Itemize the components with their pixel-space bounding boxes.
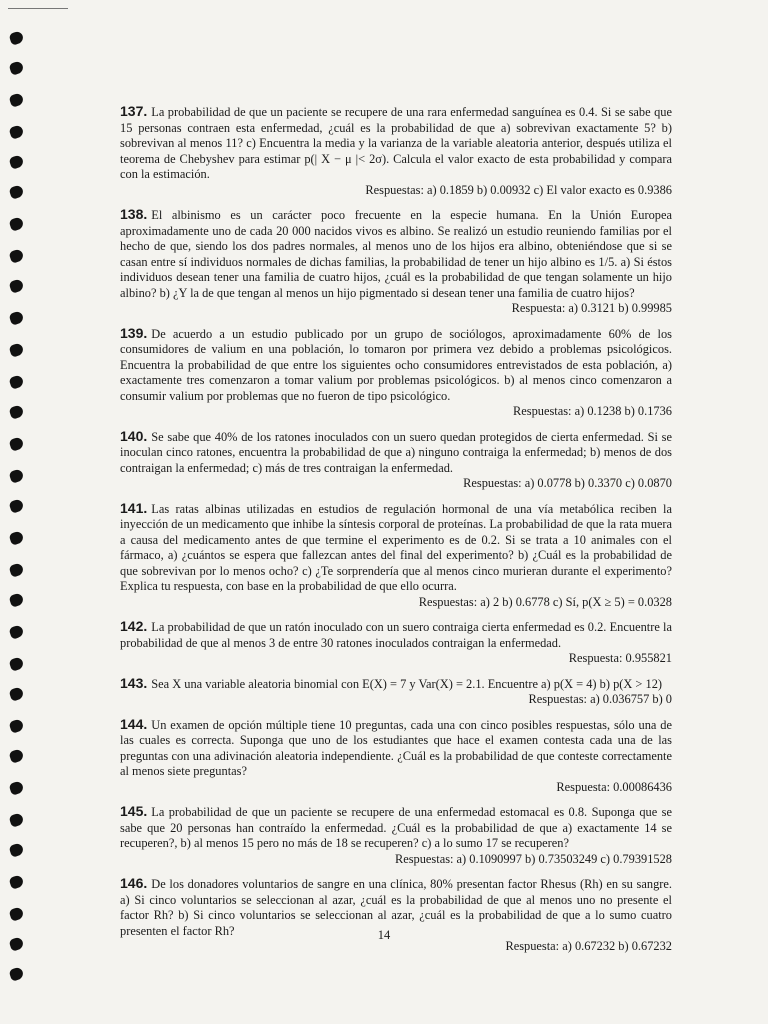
binding-hole — [8, 468, 24, 483]
problem-answer: Respuestas: a) 0.1859 b) 0.00932 c) El valor exacto es 0.9386 — [365, 182, 672, 197]
problem-text: Se sabe que 40% de los ratones inoculados con un suero quedan protegidos de cierta enfermedad. Si se inoculan cinco ratones, encuentra la probabilidad de que a) ninguno contraiga la enfermedad; b) menos de dos contraigan la enfermedad; c) más de tres contraigan la enfermedad. — [120, 429, 672, 475]
binding-hole — [8, 562, 24, 577]
problem-139 — [120, 326, 672, 420]
problem-answer: Respuestas: a) 0.1238 b) 0.1736 — [513, 404, 672, 418]
problem-number: 141. — [120, 499, 148, 516]
problem-answer: Respuesta: 0.955821 — [568, 651, 672, 665]
binding-hole — [8, 216, 24, 231]
problem-text: De acuerdo a un estudio publicado por un grupo de sociólogos, aproximadamente 60% de los consumidores de valium en una población, lo tomaron por primera vez debido a problemas psicológicos. Encuentra la probabilidad de que entre los siguientes ocho consumidores entrevistados de esta población, a) exactamente tres comenzaron a tomar valium por problemas psicológicos. b) al menos cinco comenzaron a consumir valium por problemas que no fueron de tipo psicológico. — [120, 326, 672, 403]
problem-answer: Respuesta: 0.00086436 — [556, 779, 672, 794]
problem-number: 144. — [120, 715, 148, 732]
problem-answer: Respuesta: a) 0.67232 b) 0.67232 — [505, 939, 672, 953]
problem-number: 138. — [120, 206, 148, 222]
binding-hole — [8, 124, 24, 139]
binding-holes — [6, 28, 28, 1008]
binding-hole — [8, 686, 24, 701]
binding-hole — [8, 278, 24, 293]
problem-text: Sea X una variable aleatoria binomial con E(X) = 7 y Var(X) = 2.1. Encuentre a) p(X = 4) b) p(X > 12) — [151, 676, 663, 691]
binding-hole — [8, 310, 24, 325]
page-number: 14 — [377, 928, 391, 942]
binding-hole — [8, 404, 24, 419]
binding-hole — [8, 966, 24, 981]
problem-answer: Respuestas: a) 0.0778 b) 0.3370 c) 0.0870 — [463, 476, 672, 490]
problem-142 — [120, 619, 672, 667]
binding-hole — [8, 498, 24, 513]
binding-hole — [8, 812, 24, 827]
problem-text: La probabilidad de que un paciente se recupere de una rara enfermedad sanguínea es 0.4. Si se sabe que 15 personas contraen esta enfermedad, ¿cuál es la probabilidad de que a) sobrevivan exactamente 5? b) sobrevivan al menos 11? c) Encuentra la media y la varianza de la variable aleatoria anterior, después utiliza el teorema de Chebyshev para estimar p(| X − μ |< 2σ). Calcula el valor exacto de esta probabilidad y compara con la estimación. — [120, 105, 672, 181]
problem-answer: Respuesta: a) 0.3121 b) 0.99985 — [511, 301, 672, 315]
binding-hole — [8, 842, 24, 857]
binding-hole — [8, 184, 24, 199]
binding-hole — [8, 530, 24, 545]
binding-hole — [8, 154, 24, 169]
problem-number: 146. — [120, 875, 148, 891]
problem-138 — [120, 207, 672, 317]
binding-hole — [8, 748, 24, 763]
problem-text: La probabilidad de que un ratón inoculado con un suero contraiga cierta enfermedad es 0.2. Encuentre la probabilidad de que al menos 3 de entre 30 ratones inoculados contraigan la enfermedad. — [120, 620, 672, 650]
problem-answer: Respuestas: a) 2 b) 0.6778 c) Sí, p(X ≥ 5) = 0.0328 — [418, 594, 672, 609]
problem-text: La probabilidad de que un paciente se recupere de una enfermedad estomacal es 0.8. Suponga que se sabe que 20 personas han contraído la enfermedad. ¿Cuál es la probabilidad de que a) exactamente 14 se recuperen?, b) al menos 15 pero no más de 18 se recuperen? c) a lo sumo 17 se recuperen? — [120, 805, 672, 850]
top-rule — [8, 8, 68, 9]
binding-hole — [8, 92, 24, 107]
problem-144 — [120, 717, 672, 796]
problem-145 — [120, 804, 672, 867]
problem-answer: Respuestas: a) 0.1090997 b) 0.73503249 c) 0.79391528 — [394, 851, 672, 866]
problem-number: 140. — [120, 427, 148, 444]
problem-141 — [120, 501, 672, 611]
binding-hole — [8, 374, 24, 389]
binding-hole — [8, 624, 24, 639]
binding-hole — [8, 906, 24, 921]
binding-hole — [8, 656, 24, 671]
problem-140 — [120, 429, 672, 492]
problem-number: 143. — [120, 674, 148, 691]
binding-hole — [8, 30, 24, 45]
problem-text: De los donadores voluntarios de sangre en una clínica, 80% presentan factor Rhesus (Rh) en su sangre. a) Si cinco voluntarios se seleccionan al azar, ¿cuál es la probabilidad de que al menos uno no presente el factor Rh? b) Si cinco voluntarios se seleccionan al azar, ¿cuál es la probabilidad de que a lo sumo cuatro presenten el factor Rh? — [120, 877, 672, 938]
binding-hole — [8, 874, 24, 889]
problem-text: Las ratas albinas utilizadas en estudios de regulación hormonal de una vía metabólica reciben la inyección de un medicamento que inhibe la síntesis corporal de proteínas. La probabilidad de que la rata muera a causa del medicamento antes de que termine el experimento es de 0.2. Si se trata a 10 animales con el fármaco, a) ¿cuántos se espera que fallezcan antes del final del experimento? b) ¿Cuál es la probabilidad de que sobrevivan por lo menos ocho? c) ¿Te sorprendería que al menos cinco murieran durante el experimento? Explica tu respuesta, con base en la probabilidad de que ello ocurra. — [120, 501, 672, 593]
problem-number: 137. — [120, 103, 148, 119]
problem-number: 145. — [120, 803, 148, 819]
binding-hole — [8, 592, 24, 607]
binding-hole — [8, 436, 24, 451]
binding-hole — [8, 718, 24, 733]
problem-number: 142. — [120, 618, 148, 634]
problem-text: El albinismo es un carácter poco frecuente en la especie humana. En la Unión Europea aproximadamente uno de cada 20 000 nacidos vivos es albino. Se realizó un estudio reuniendo familias por el hecho de que, siendo los dos padres normales, al menos uno de los hijos era albino, obteniéndose que si se casan entre sí individuos normales de dichas familias, la probabilidad de tener un hijo albino es 1/5. a) Si éstos individuos desean tener una familia de cuatro hijos, ¿cuál es la probabilidad de que tengan solamente un hijo albino? b) ¿Y la de que tengan al menos un hijo pigmentado si desean tener una familia de cuatro hijos? — [120, 208, 672, 300]
binding-hole — [8, 342, 24, 357]
problem-143 — [120, 676, 672, 708]
problem-137 — [120, 104, 672, 198]
binding-hole — [8, 248, 24, 263]
problem-number: 139. — [120, 324, 148, 341]
problem-list — [120, 104, 672, 964]
problem-answer: Respuestas: a) 0.036757 b) 0 — [528, 692, 672, 706]
binding-hole — [8, 60, 24, 75]
problem-text: Un examen de opción múltiple tiene 10 preguntas, cada una con cinco posibles respuestas, sólo una de las cuales es correcta. Suponga que uno de los estudiantes que hace el examen contesta cada una de las preguntas con una adivinación aleatoria independiente. ¿Cuál es la probabilidad de que conteste correctamente al menos siete preguntas? — [120, 717, 672, 778]
binding-hole — [8, 780, 24, 795]
